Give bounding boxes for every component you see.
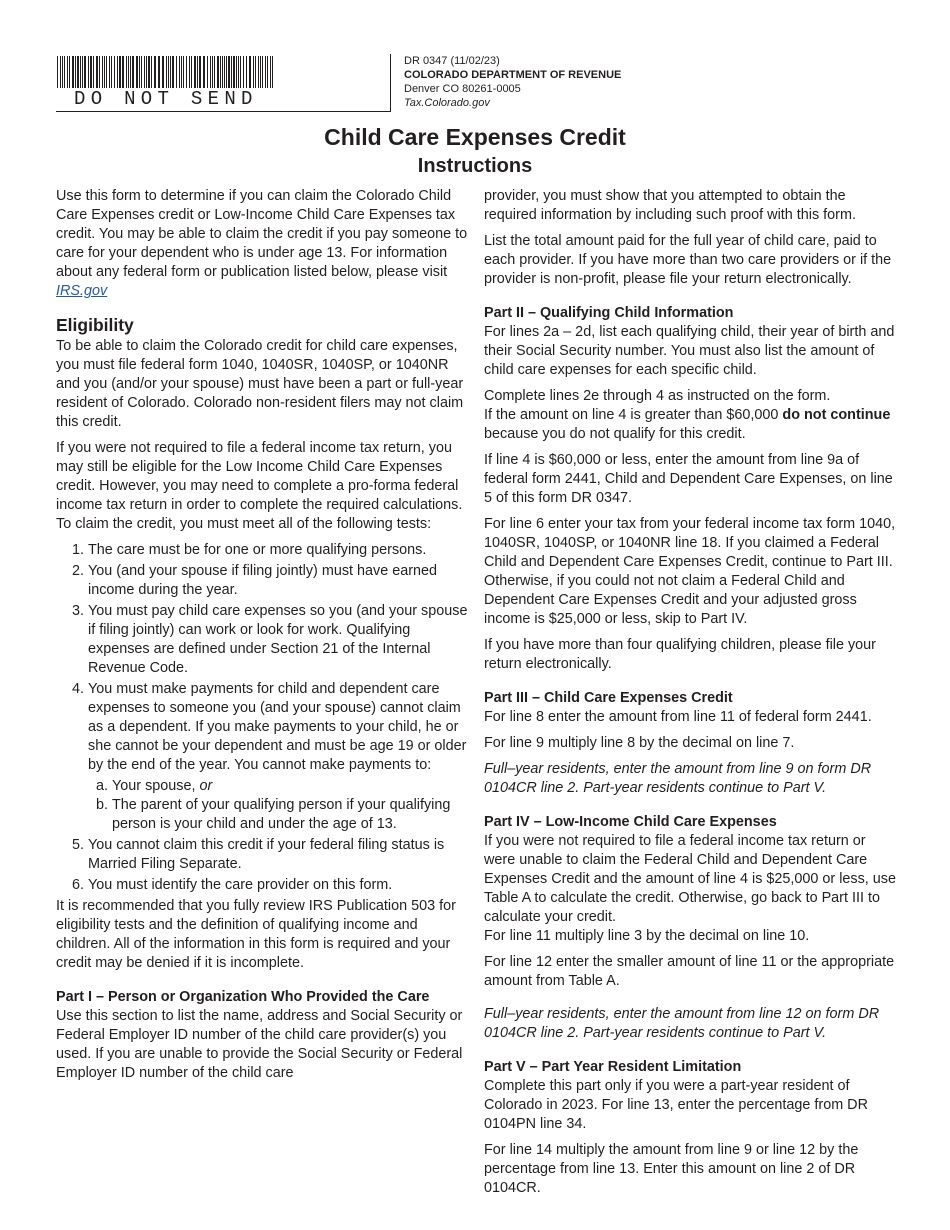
part1-heading: Part I – Person or Organization Who Provided the Care — [56, 989, 430, 1005]
sub-item-text: Your spouse, — [112, 778, 196, 794]
right-column — [484, 187, 896, 1205]
list-item: b. The parent of your qualifying person if your qualifying person is your child and under the age of 13. — [112, 796, 468, 834]
part1-paragraph-1a: Use this section to list the name, address and Social Security or Federal Employer ID number of the child care provider(s) you used. If you are unable to provide the Social Security or Federal Employer ID number of the child care — [56, 1008, 463, 1081]
part4-paragraph-1 — [484, 832, 896, 946]
part2-paragraph-2 — [484, 387, 896, 444]
part3-paragraph-2: For line 9 multiply line 8 by the decimal on line 7. — [484, 735, 795, 751]
payment-exclusions-list — [88, 777, 468, 834]
part4-text-1: If you were not required to file a federal income tax return or were unable to claim the Federal Child and Dependent Care Expenses Credit and the amount of line 4 is $25,000 or less, use Table A to calculate the credit. Otherwise, go back to Part III to calculate your credit. — [484, 833, 896, 925]
part3-paragraph-3: Full–year residents, enter the amount from line 9 on form DR 0104CR line 2. Part-year residents continue to Part V. — [484, 761, 872, 796]
list-item: 1. The care must be for one or more qualifying persons. — [88, 541, 468, 560]
page-title: Child Care Expenses Credit — [324, 124, 626, 150]
part2-heading: Part II – Qualifying Child Information — [484, 305, 734, 321]
list-item: 6. You must identify the care provider on this form. — [88, 876, 468, 895]
part5-paragraph-2: For line 14 multiply the amount from line 9 or line 12 by the percentage from line 13. Enter this amount on line 2 of DR 0104CR. — [484, 1142, 859, 1196]
part4-paragraph-3: Full–year residents, enter the amount from line 12 on form DR 0104CR line 2. Part-year residents continue to Part V. — [484, 1006, 880, 1041]
part5-paragraph-1: Complete this part only if you were a part-year resident of Colorado in 2023. For line 13, enter the percentage from DR 0104PN line 34. — [484, 1078, 868, 1132]
part2-paragraph-1: For lines 2a – 2d, list each qualifying child, their year of birth and their Social Security number. You must also list the amount of child care expenses for each specific child. — [484, 324, 895, 378]
sub-item-or: or — [199, 778, 213, 794]
list-item — [112, 777, 468, 796]
part2-paragraph-3: If line 4 is $60,000 or less, enter the amount from line 9a of federal form 2441, Child and Dependent Care Expenses, on line 5 of this form DR 0347. — [484, 452, 893, 506]
barcode-area — [56, 54, 391, 112]
left-column — [56, 187, 468, 1090]
irs-gov-link[interactable]: IRS.gov — [56, 283, 108, 299]
part1-paragraph-2: List the total amount paid for the full year of child care, paid to each provider. If you have more than two care providers or if the provider is non-profit, please file your return electronically. — [484, 233, 892, 287]
eligibility-paragraph-1: To be able to claim the Colorado credit for child care expenses, you must file federal form 1040, 1040SR, 1040SP, or 1040NR and you (and/or your spouse) must have been a part or full-year resident of Colorado. Colorado non-resident filers may not claim this credit. — [56, 338, 464, 430]
page-subtitle: Instructions — [417, 155, 533, 177]
eligibility-paragraph-2: If you were not required to file a federal income tax return, you may still be eligible for the Low Income Child Care Expenses credit. However, you may need to complete a pro-forma federal income tax return in order to complete the required calculations. To claim the credit, you must meet all of the following tests: — [56, 440, 463, 532]
part2-paragraph-4: For line 6 enter your tax from your federal income tax form 1040, 1040SR, 1040SP, or 1040NR line 18. If you claimed a Federal Child and Dependent Care Expenses Credit, continue to Part III. Otherwise, if you could not not claim a Federal Child and Dependent Care Expenses Credit and your adjusted gross income is $25,000 or less, skip to Part IV. — [484, 516, 896, 627]
eligibility-heading: Eligibility — [56, 315, 134, 335]
form-header — [404, 54, 621, 110]
department-name: COLORADO DEPARTMENT OF REVENUE — [404, 69, 622, 81]
intro-paragraph — [56, 187, 468, 301]
list-item-text: You must make payments for child and dependent care expenses to someone you (and your spouse) cannot claim as a dependent. If you make payments to your child, he or she cannot be your dependent and must be age 19 or older by the end of the year. You cannot make payments to: — [88, 681, 467, 773]
form-id: DR 0347 (11/02/23) — [404, 55, 500, 67]
list-item — [88, 680, 468, 834]
part2-do-not-continue: do not continue — [782, 407, 891, 423]
part4-heading: Part IV – Low-Income Child Care Expenses — [484, 814, 777, 830]
barcode-image — [56, 56, 276, 88]
list-item: 3. You must pay child care expenses so you (and your spouse if filing jointly) can work or look for work. Qualifying expenses are defined under Section 21 of the Internal Revenue Code. — [88, 602, 468, 678]
part5-heading: Part V – Part Year Resident Limitation — [484, 1059, 742, 1075]
list-item: 5. You cannot claim this credit if your federal filing status is Married Filing Separate. — [88, 836, 468, 874]
intro-text: Use this form to determine if you can claim the Colorado Child Care Expenses credit or Low-Income Child Care Expenses tax credit. You may be able to claim the credit if you pay someone to care for your dependent who is under age 13. For information about any federal form or publication listed below, please visit — [56, 188, 468, 280]
list-item: 2. You (and your spouse if filing jointly) must have earned income during the year. — [88, 562, 468, 600]
part4-text-1b: For line 11 multiply line 3 by the decimal on line 10. — [484, 928, 810, 944]
eligibility-tests-list — [56, 541, 468, 895]
part3-heading: Part III – Child Care Expenses Credit — [484, 690, 733, 706]
part2-text-c: because you do not qualify for this credit. — [484, 426, 746, 442]
part2-text-b: If the amount on line 4 is greater than $60,000 — [484, 407, 779, 423]
part3-paragraph-1: For line 8 enter the amount from line 11 of federal form 2441. — [484, 709, 872, 725]
department-website: Tax.Colorado.gov — [404, 97, 490, 109]
part2-paragraph-5: If you have more than four qualifying children, please file your return electronically. — [484, 637, 876, 672]
part4-paragraph-2: For line 12 enter the smaller amount of line 11 or the appropriate amount from Table A. — [484, 954, 895, 989]
department-address: Denver CO 80261-0005 — [404, 83, 521, 95]
part1-paragraph-1b: provider, you must show that you attempted to obtain the required information by including such proof with this form. — [484, 188, 856, 223]
part2-text-a: Complete lines 2e through 4 as instructed on the form. — [484, 388, 831, 404]
eligibility-paragraph-3: It is recommended that you fully review IRS Publication 503 for eligibility tests and the definition of qualifying income and children. All of the information in this form is required and your credit may be denied if it is incomplete. — [56, 898, 456, 971]
do-not-send-label: DO NOT SEND — [74, 88, 258, 110]
